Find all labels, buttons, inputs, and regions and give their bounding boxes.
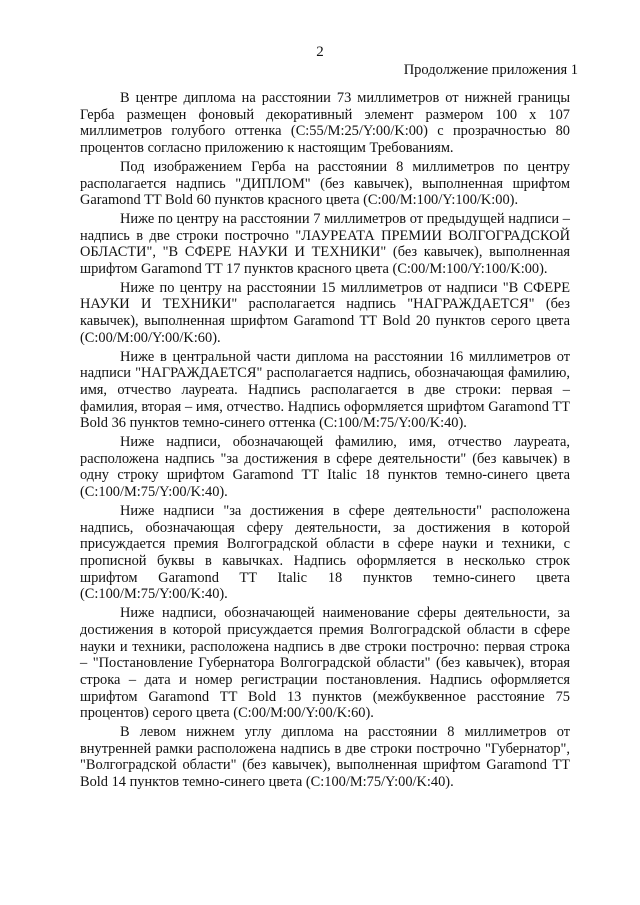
appendix-note: Продолжение приложения 1 (403, 62, 578, 78)
paragraph-diploma-title: Под изображением Герба на расстоянии 8 миллиметров по центру располагается надпись "ДИПЛОМ" (без кавычек), выполненная шрифтом Garamond TT Bold 60 пунктов красного цвета (C:00/M:100/Y:100/K:00). (80, 158, 570, 209)
document-body (80, 90, 570, 793)
paragraph-background-element: В центре диплома на расстоянии 73 миллиметров от нижней границы Герба размещен фоновый декоративный элемент размером 100 x 107 миллиметров голубого оттенка (C:55/M:25/Y:00/K:00) с прозрачностью 80 процентов согласно приложению к настоящим Требованиям. (80, 90, 570, 157)
paragraph-awarded-caption: Ниже по центру на расстоянии 15 миллиметров от надписи "В СФЕРЕ НАУКИ И ТЕХНИКИ" располагается надпись "НАГРАЖДАЕТСЯ" (без кавычек), выполненная шрифтом Garamond TT Bold 20 пунктов серого цвета (C:00/M:00/Y:00/K:60). (80, 279, 570, 346)
paragraph-laureate-caption: Ниже по центру на расстоянии 7 миллиметров от предыдущей надписи – надпись в две строки построчно "ЛАУРЕАТА ПРЕМИИ ВОЛГОГРАДСКОЙ ОБЛАСТИ", "В СФЕРЕ НАУКИ И ТЕХНИКИ" (без кавычек), выполненная шрифтом Garamond TT 17 пунктов красного цвета (C:00/M:100/Y:100/K:00). (80, 210, 570, 278)
paragraph-laureate-name: Ниже в центральной части диплома на расстоянии 16 миллиметров от надписи "НАГРАЖДАЕТСЯ" располагается надпись, обозначающая фамилию, имя, отчество лауреата. Надпись располагается в две строки: первая – фамилия, вторая – имя, отчество. Надпись оформляется шрифтом Garamond TT Bold 36 пунктов темно-синего оттенка (C:100/M:75/Y:00/K:40). (80, 348, 570, 432)
paragraph-governor-caption: В левом нижнем углу диплома на расстоянии 8 миллиметров от внутренней рамки расположена надпись в две строки построчно "Губернатор", "Волгоградской области" (без кавычек), выполненная шрифтом Garamond TT Bold 14 пунктов темно-синего цвета (C:100/M:75/Y:00/K:40). (80, 724, 570, 791)
paragraph-resolution-caption: Ниже надписи, обозначающей наименование сферы деятельности, за достижения в которой присуждается премия Волгоградской области в сфере науки и техники, расположена надпись в две строки построчно: первая строка – "Постановление Губернатора Волгоградской области" (без кавычек), вторая строка – дата и номер регистрации постановления. Надпись оформляется шрифтом Garamond TT Bold 13 пунктов (межбуквенное расстояние 75 процентов) серого цвета (C:00/M:00/Y:00/K:60). (80, 605, 570, 722)
paragraph-activity-field: Ниже надписи "за достижения в сфере деятельности" расположена надпись, обозначающая сферу деятельности, за достижения в которой присуждается премия Волгоградской области в сфере науки и техники, с прописной буквы в кавычках. Надпись оформляется в несколько строк шрифтом Garamond TT Italic 18 пунктов темно-синего цвета (C:100/M:75/Y:00/K:40). (80, 502, 570, 603)
paragraph-achievements-caption: Ниже надписи, обозначающей фамилию, имя, отчество лауреата, расположена надпись "за достижения в сфере деятельности" (без кавычек) в одну строку шрифтом Garamond TT Italic 18 пунктов темно-синего цвета (C:100/M:75/Y:00/K:40). (80, 434, 570, 501)
page-number: 2 (316, 44, 324, 60)
